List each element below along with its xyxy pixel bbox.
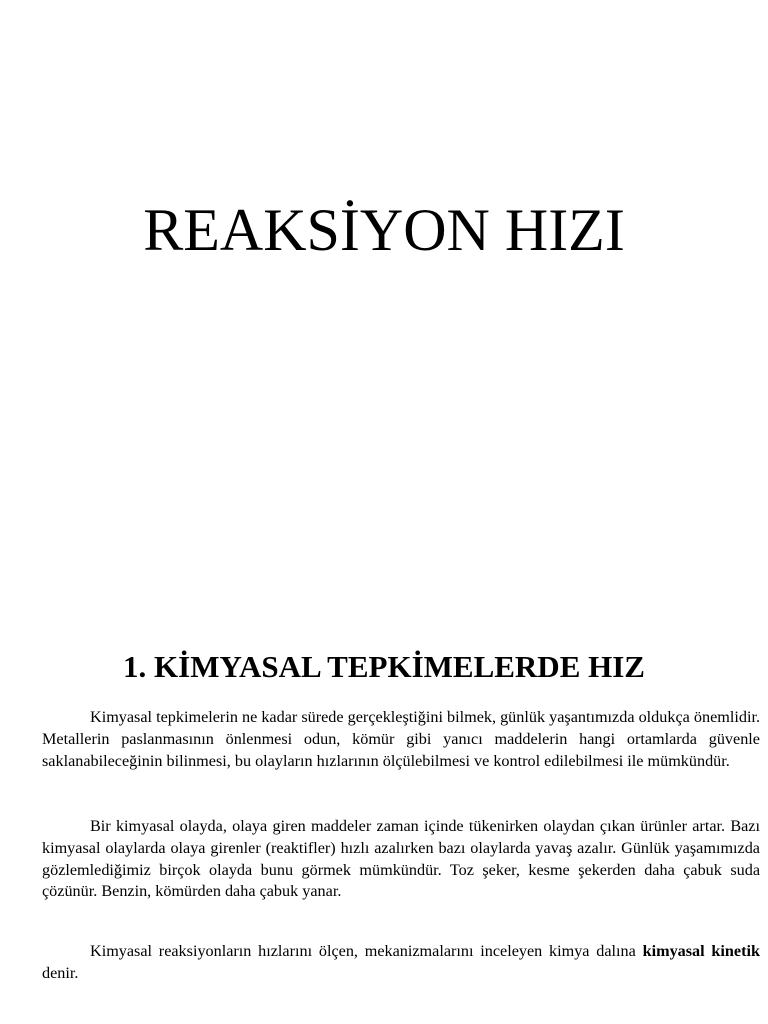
section-heading: 1. KİMYASAL TEPKİMELERDE HIZ [123,649,645,684]
paragraph-1 [42,707,760,772]
paragraph-1-text: Kimyasal tepkimelerin ne kadar sürede gerçekleştiğini bilmek, günlük yaşantımızda oldukça önemlidir. Metallerin paslanmasının önlenmesi odun, kömür gibi yanıcı maddelerin hangi ortamlarda güvenle saklanabileceğinin bilinmesi, bu olayların hızlarının ölçülebilmesi ve kontrol edilebilmesi ile mümkündür. [42,708,760,770]
paragraph-3-text-after: denir. [42,963,79,982]
paragraph-3-text-before: Kimyasal reaksiyonların hızlarını ölçen, mekanizmalarını inceleyen kimya dalına [90,942,643,960]
paragraph-2 [42,816,760,903]
bold-term: kimyasal kinetik [642,942,760,960]
paragraph-2-text: Bir kimyasal olayda, olaya giren maddeler zaman içinde tükenirken olaydan çıkan ürünler artar. Bazı kimyasal olaylarda olaya girenler (reaktifler) hızlı azalırken bazı olaylarda yavaş azalır. Günlük yaşamımızda gözlemlediğimiz birçok olayda bunu görmek mümkündür. Toz şeker, kesme şekerden daha çabuk suda çözünür. Benzin, kömürden daha çabuk yanar. [42,817,760,901]
document-title: REAKSİYON HIZI [143,197,625,263]
paragraph-3 [42,941,760,985]
